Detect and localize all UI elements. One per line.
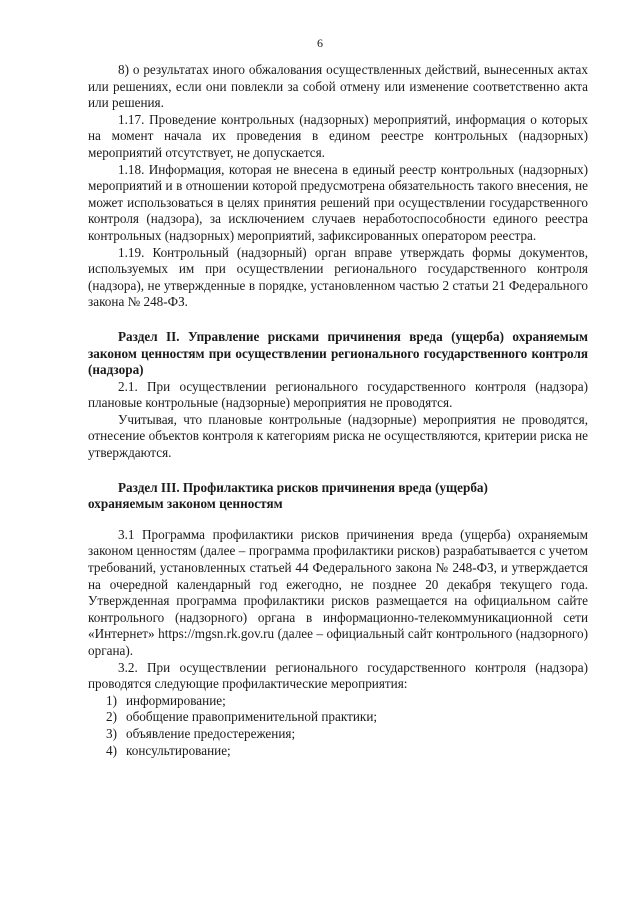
list-item: 3) объявление предостережения; <box>106 725 296 741</box>
paragraph-1-18: 1.18. Информация, которая не внесена в единый реестр контрольных (надзорных) мероприятий и в отношении которой предусмотрена обязательность такого внесения, не может использоваться в целях принятия решений при осуществлении государственного контроля (надзора), за исключением случаев неработоспособности единого реестра контрольных (надзорных) мероприятий, зафиксированных оператором реестра. <box>88 161 588 243</box>
page-number: 6 <box>317 36 323 50</box>
paragraph-3-1: 3.1 Программа профилактики рисков причинения вреда (ущерба) охраняемым законом ценностям (далее – программа профилактики рисков) разрабатывается с учетом требований, установленных статьей 44 Федерального закона № 248-ФЗ, и утверждается на очередной календарный год ежегодно, не позднее 20 декабря текущего года. Утвержденная программа профилактики рисков размещается на официальном сайте контрольного (надзорного) органа в информационно-телекоммуникационной сети «Интернет» https://mgsn.rk.gov.ru (далее – официальный сайт контрольного (надзорного) органа). <box>88 526 588 658</box>
section-3-title: Раздел III. Профилактика рисков причинения вреда (ущерба) охраняемым законом ценностям <box>88 479 488 512</box>
paragraph-2-1: 2.1. При осуществлении регионального государственного контроля (надзора) плановые контрольные (надзорные) мероприятия не проводятся. <box>88 378 588 411</box>
paragraph-1-17: 1.17. Проведение контрольных (надзорных) мероприятий, информация о которых на момент начала их проведения в едином реестре контрольных (надзорных) мероприятий отсутствует, не допускается. <box>88 111 588 160</box>
preventive-measures-list <box>88 693 588 759</box>
paragraph-2-1-note: Учитывая, что плановые контрольные (надзорные) мероприятия не проводятся, отнесение объектов контроля к категориям риска не осуществляются, критерии риска не утверждаются. <box>88 411 588 461</box>
paragraph-1-19: 1.19. Контрольный (надзорный) орган вправе утверждать формы документов, используемых им при осуществлении регионального государственного контроля (надзора), не утвержденные в порядке, установленном частью 2 статьи 21 Федерального закона № 248-ФЗ. <box>88 244 588 310</box>
document-body <box>88 62 588 759</box>
list-item: 2) обобщение правоприменительной практики; <box>106 709 378 725</box>
paragraph-3-2: 3.2. При осуществлении регионального государственного контроля (надзора) проводятся следующие профилактические мероприятия: <box>88 659 588 692</box>
list-item: 1) информирование; <box>106 692 226 708</box>
section-2-title: Раздел II. Управление рисками причинения вреда (ущерба) охраняемым законом ценностям при осуществлении регионального государственного контроля (надзора) <box>88 328 588 378</box>
list-item: 4) консультирование; <box>106 742 231 758</box>
paragraph-8: 8) о результатах иного обжалования осуществленных действий, вынесенных актах или решениях, если они повлекли за собой отмену или изменение соответственно акта или решения. <box>88 62 588 111</box>
